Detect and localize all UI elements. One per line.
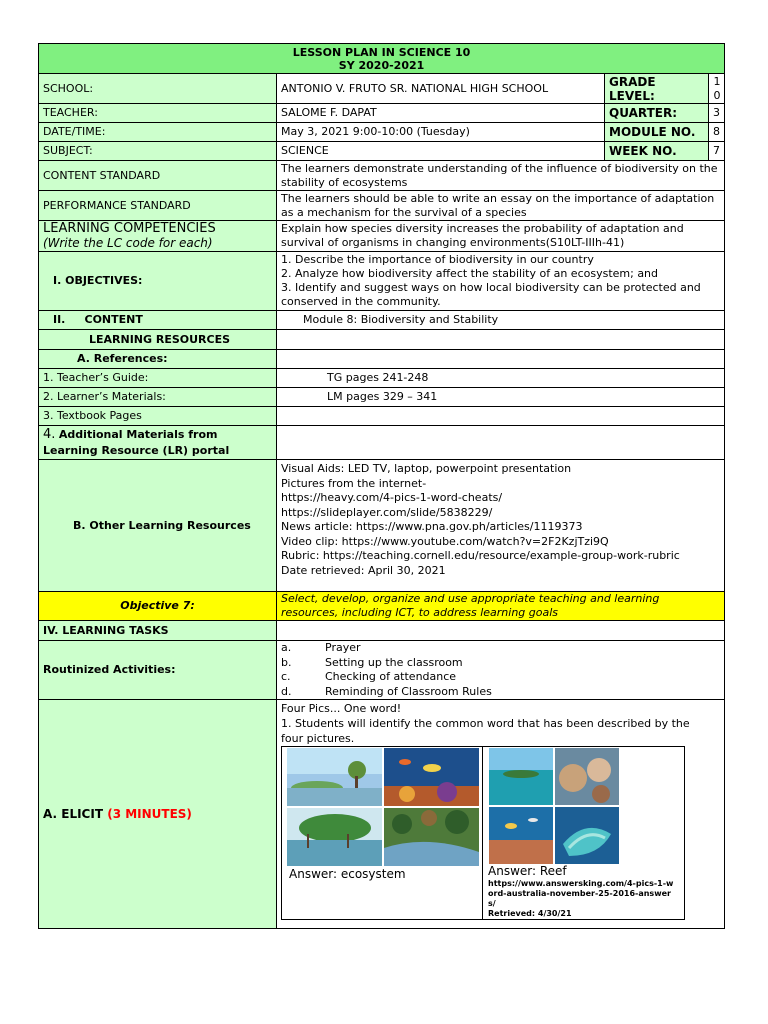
grade-label: GRADE LEVEL: [605,74,709,104]
grade-value [709,74,725,104]
other-resource-item: News article: https://www.pna.gov.ph/articles/1119373 [281,520,583,533]
routinized-list [277,641,725,700]
ecosystem-pictures [287,748,479,866]
objectives-label: I. OBJECTIVES: [39,252,277,311]
lesson-plan-sheet [38,43,724,929]
competency-sub: (Write the LC code for each) [43,236,213,250]
objective-item: 3. Identify and suggest ways on how local biodiversity can be protected and conserved in the community. [281,281,701,308]
teacher-value: SALOME F. DAPAT [277,104,605,123]
learners-materials-value: LM pages 329 – 341 [277,388,725,407]
four-pics-area [281,746,720,928]
routinized-label: Routinized Activities: [39,641,277,700]
additional-materials-num: 4. [43,426,56,442]
objective-item: 1. Describe the importance of biodiversity in our country [281,253,594,266]
routine-text: Prayer [325,641,361,654]
date-label: DATE/TIME: [39,123,277,142]
reef-pictures [489,748,619,864]
routine-letter: c. [281,670,291,683]
routine-item [281,685,720,700]
photo-mangrove [287,808,382,866]
references-label: A. References: [39,350,277,369]
answer-reef: Answer: Reef [488,864,567,878]
header-title: LESSON PLAN IN SCIENCE 10 [292,45,471,59]
other-resources-label: B. Other Learning Resources [73,518,251,532]
objective7-text: Select, develop, organize and use appropriate teaching and learning resources, including ICT, to address learning goals [277,592,725,621]
photo-wetland [287,748,382,806]
school-value: ANTONIO V. FRUTO SR. NATIONAL HIGH SCHOOL [277,74,605,104]
other-resources-list [277,460,725,592]
other-resource-item: Rubric: https://teaching.cornell.edu/resource/example-group-work-rubric [281,549,680,562]
photo-forest-river [384,808,479,866]
additional-materials-value [277,426,725,460]
lesson-plan-table [38,43,725,929]
content-label: II. CONTENT [39,311,277,330]
routine-text: Reminding of Classroom Rules [325,684,492,698]
routine-letter: b. [281,655,292,669]
routine-item [281,670,720,685]
module-label: MODULE NO. [605,123,709,142]
week-value: 7 [709,142,725,161]
competency-label: LEARNING COMPETENCIES [43,221,216,236]
other-resource-item: Pictures from the internet- [281,476,427,490]
photo-island [489,748,553,805]
other-resources-label-cell [39,460,277,592]
learning-resources-label: LEARNING RESOURCES [39,330,277,350]
elicit-content [277,700,725,929]
photo-reef-fish [489,807,553,864]
quarter-label: QUARTER: [605,104,709,123]
other-resource-item: https://slideplayer.com/slide/5838229/ [281,505,493,519]
performance-standard-value: The learners should be able to write an essay on the importance of adaptation as a mechanism for the survival of a species [277,191,725,221]
objective7-label: Objective 7: [39,592,277,621]
source-link: https://www.answersking.com/4-pics-1-word-australia-november-25-2016-answers/ [488,879,674,908]
quarter-value: 3 [709,104,725,123]
elicit-label: A. ELICIT [43,807,104,821]
photo-coral-fish [384,748,479,806]
elicit-label-cell [39,700,277,929]
competency-label-cell [39,221,277,252]
learning-resources-value [277,330,725,350]
routine-letter: d. [281,684,292,698]
performance-standard-label: PERFORMANCE STANDARD [39,191,277,221]
subject-value: SCIENCE [277,142,605,161]
routine-item [281,641,720,656]
textbook-value [277,407,725,426]
date-value: May 3, 2021 9:00-10:00 (Tuesday) [277,123,605,142]
routine-letter: a. [281,641,292,654]
elicit-title: Four Pics... One word! [281,702,402,715]
header [39,44,725,74]
competency-value: Explain how species diversity increases the probability of adaptation and survival of organisms in changing environments(S10LT-IIIh-41) [277,221,725,252]
other-resource-item: https://heavy.com/4-pics-1-word-cheats/ [281,491,503,504]
photo-reef-aerial [555,807,619,864]
other-resource-item: Visual Aids: LED TV, laptop, powerpoint presentation [281,462,572,475]
routine-text: Setting up the classroom [325,655,463,669]
module-value: 8 [709,123,725,142]
routine-text: Checking of attendance [325,670,457,683]
routine-item [281,656,720,671]
teacher-label: TEACHER: [39,104,277,123]
textbook-label: 3. Textbook Pages [39,407,277,426]
grade-digits: 10 [713,74,721,102]
header-sy: SY 2020-2021 [338,58,425,72]
objectives-list [277,252,725,311]
subject-label: SUBJECT: [39,142,277,161]
other-resource-item: Video clip: https://www.youtube.com/watch?v=2F2KzjTzi9Q [281,534,609,548]
objective-item: 2. Analyze how biodiversity affect the stability of an ecosystem; and [281,267,659,280]
elicit-time: (3 MINUTES) [107,807,192,821]
content-value: Module 8: Biodiversity and Stability [277,311,725,330]
teachers-guide-label: 1. Teacher’s Guide: [39,369,277,388]
week-label: WEEK NO. [605,142,709,161]
other-resource-item: Date retrieved: April 30, 2021 [281,563,446,577]
content-standard-value: The learners demonstrate understanding of the influence of biodiversity on the stability of ecosystems [277,161,725,191]
learning-tasks-label: IV. LEARNING TASKS [39,621,277,641]
references-value [277,350,725,369]
learning-tasks-value [277,621,725,641]
source-url [488,879,678,919]
photo-coral [555,748,619,805]
learners-materials-label: 2. Learner’s Materials: [39,388,277,407]
retrieved-date: Retrieved: 4/30/21 [488,909,572,918]
answer-ecosystem: Answer: ecosystem [289,867,406,881]
content-standard-label: CONTENT STANDARD [39,161,277,191]
teachers-guide-value: TG pages 241-248 [277,369,725,388]
additional-materials-label: Additional Materials from Learning Resource (LR) portal [43,427,230,457]
school-label: SCHOOL: [39,74,277,104]
elicit-instruction: 1. Students will identify the common word that has been described by the four pictures. [281,717,690,745]
additional-materials-cell [39,426,277,460]
